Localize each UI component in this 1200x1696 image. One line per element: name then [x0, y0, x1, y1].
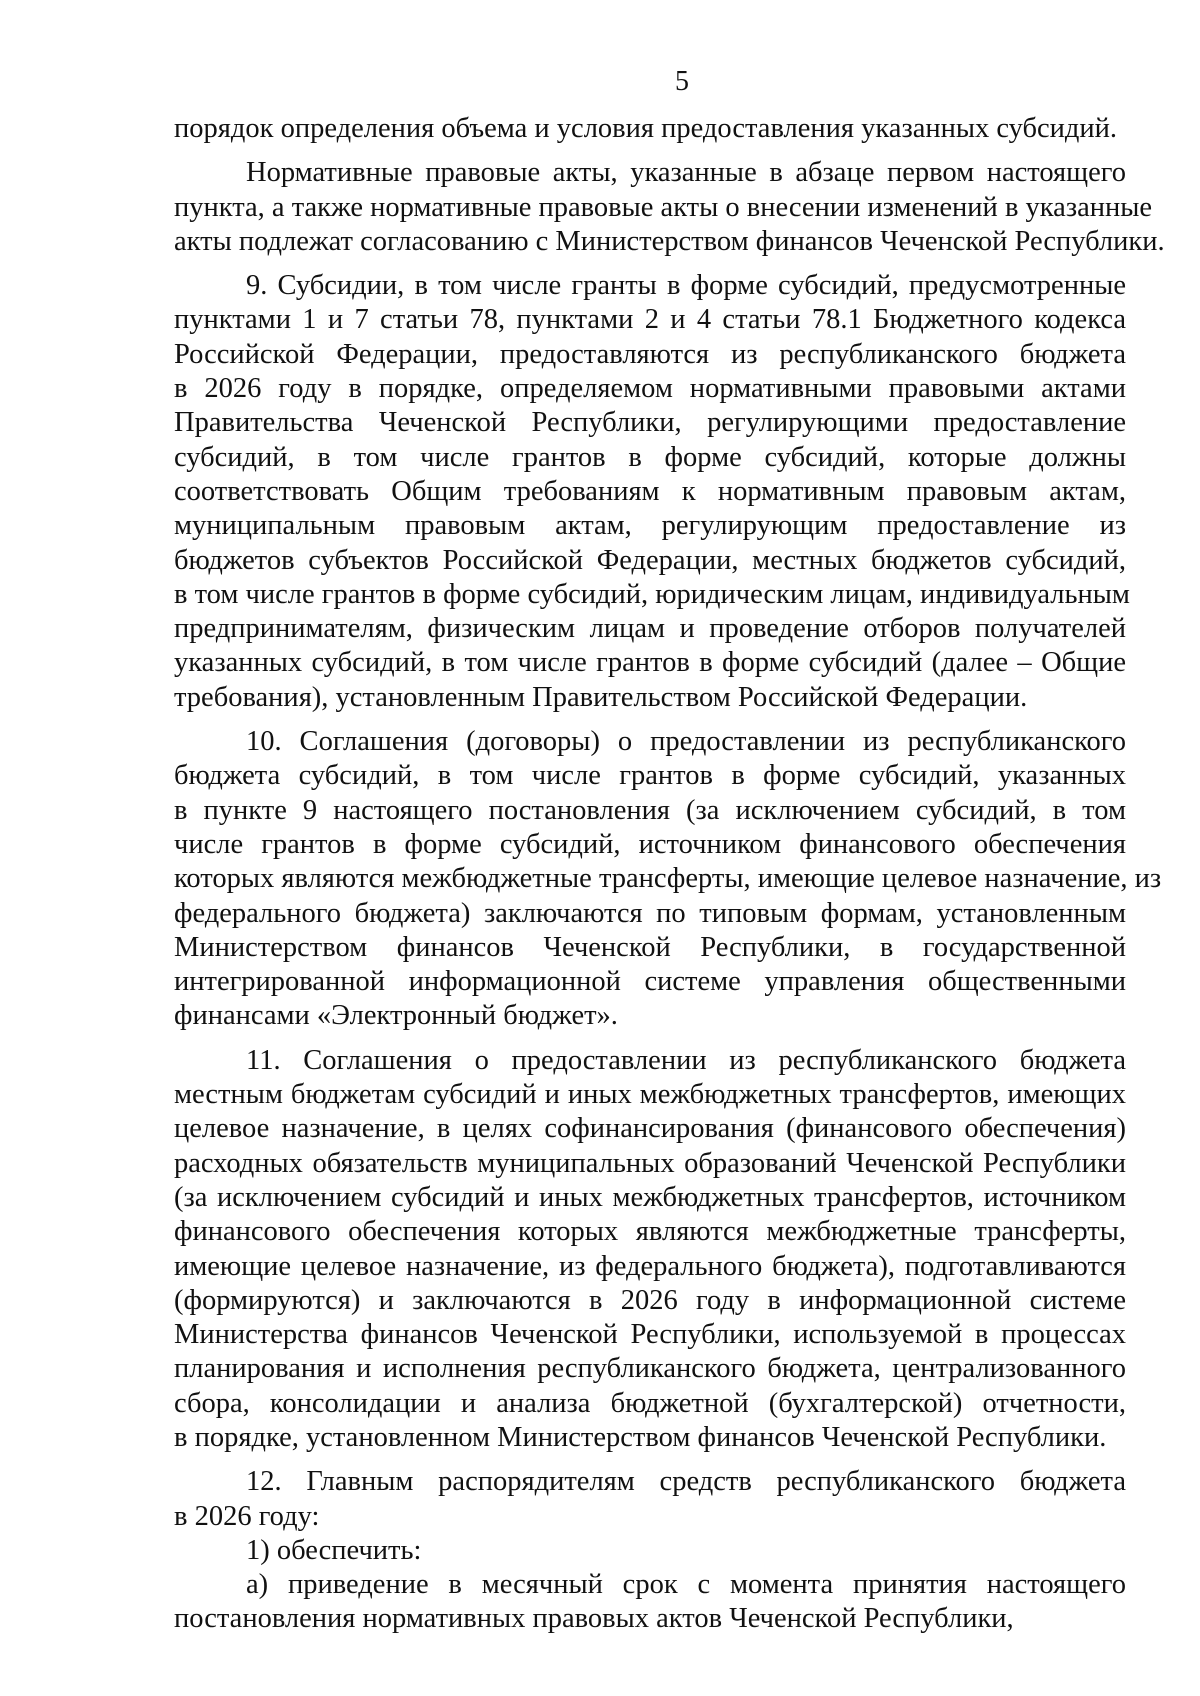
text-line: бюджетов субъектов Российской Федерации, местных бюджетов субсидий, [174, 544, 1126, 576]
text-line: Министерством финансов Чеченской Республики, в государственной [174, 931, 1126, 963]
text-line: финансами «Электронный бюджет». [174, 1000, 618, 1032]
text-line: в пункте 9 настоящего постановления (за исключением субсидий, в том [174, 794, 1126, 826]
text-line: Министерства финансов Чеченской Республики, используемой в процессах [174, 1319, 1126, 1351]
text-line: муниципальным правовым актам, регулирующим предоставление из [174, 510, 1126, 542]
document-body [174, 112, 1165, 1637]
text-line: 12. Главным распорядителям средств республиканского бюджета [246, 1466, 1126, 1498]
text-line: требования), установленным Правительством Российской Федерации. [174, 681, 1028, 713]
text-line: имеющие целевое назначение, из федерального бюджета), подготавливаются [174, 1250, 1126, 1282]
paragraph-gap [174, 1455, 1126, 1465]
paragraph-p0 [174, 112, 1126, 146]
paragraph-p1 [174, 156, 1165, 259]
text-line: а) приведение в месячный срок с момента принятия настоящего [246, 1569, 1126, 1601]
text-line: в порядке, установленном Министерством финансов Чеченской Республики. [174, 1421, 1107, 1453]
text-line: 9. Субсидии, в том числе гранты в форме субсидий, предусмотренные [246, 270, 1126, 302]
paragraph-p11 [174, 1044, 1126, 1456]
paragraph-p10 [174, 725, 1162, 1034]
paragraph-p12_1a [174, 1568, 1126, 1637]
text-line: планирования и исполнения республиканского бюджета, централизованного [174, 1353, 1126, 1385]
text-line: Нормативные правовые акты, указанные в абзаце первом настоящего [246, 157, 1126, 189]
text-line: постановления нормативных правовых актов Чеченской Республики, [174, 1603, 1014, 1635]
text-line: порядок определения объема и условия предоставления указанных субсидий. [174, 113, 1118, 144]
text-line: пункта, а также нормативные правовые акты о внесении изменений в указанные [174, 191, 1153, 223]
text-line: указанных субсидий, в том числе грантов в форме субсидий (далее – Общие [174, 647, 1126, 679]
text-line: Российской Федерации, предоставляются из республиканского бюджета [174, 338, 1126, 370]
text-line: (за исключением субсидий и иных межбюджетных трансфертов, источником [174, 1181, 1126, 1213]
text-line: федерального бюджета) заключаются по типовым формам, установленным [174, 897, 1126, 929]
paragraph-gap [174, 259, 1126, 269]
text-line: пунктами 1 и 7 статьи 78, пунктами 2 и 4 статьи 78.1 Бюджетного кодекса [174, 304, 1126, 336]
page-number: 5 [675, 66, 689, 97]
paragraph-gap [174, 146, 1126, 156]
text-line: числе грантов в форме субсидий, источником финансового обеспечения [174, 828, 1126, 860]
text-line: интегрированной информационной системе управления общественными [174, 966, 1126, 998]
text-line: соответствовать Общим требованиям к нормативным правовым актам, [174, 475, 1126, 507]
text-line: в 2026 году в порядке, определяемом нормативными правовыми актами [174, 373, 1126, 405]
text-line: субсидий, в том числе грантов в форме субсидий, которые должны [174, 441, 1126, 473]
text-line: акты подлежат согласованию с Министерством финансов Чеченской Республики. [174, 225, 1165, 257]
paragraph-p12 [174, 1465, 1126, 1534]
text-line: сбора, консолидации и анализа бюджетной (бухгалтерской) отчетности, [174, 1387, 1126, 1419]
text-line: расходных обязательств муниципальных образований Чеченской Республики [174, 1147, 1126, 1179]
text-line: Правительства Чеченской Республики, регулирующими предоставление [174, 407, 1126, 439]
text-line: 11. Соглашения о предоставлении из республиканского бюджета [246, 1044, 1126, 1076]
text-line: в 2026 году: [174, 1500, 320, 1532]
text-line: предпринимателям, физическим лицам и проведение отборов получателей [174, 613, 1126, 645]
paragraph-p12_1 [174, 1534, 1126, 1568]
text-line: 10. Соглашения (договоры) о предоставлении из республиканского [246, 726, 1126, 758]
text-line: бюджета субсидий, в том числе грантов в форме субсидий, указанных [174, 760, 1126, 792]
text-line: (формируются) и заключаются в 2026 году в информационной системе [174, 1284, 1126, 1316]
text-line: которых являются межбюджетные трансферты, имеющие целевое назначение, из [174, 863, 1162, 895]
paragraph-gap [174, 715, 1126, 725]
text-line: финансового обеспечения которых являются межбюджетные трансферты, [174, 1216, 1126, 1248]
text-line: в том числе грантов в форме субсидий, юридическим лицам, индивидуальным [174, 578, 1130, 610]
text-line: местным бюджетам субсидий и иных межбюджетных трансфертов, имеющих [174, 1079, 1126, 1111]
paragraph-p9 [174, 269, 1130, 715]
paragraph-gap [174, 1034, 1126, 1044]
text-line: 1) обеспечить: [246, 1534, 422, 1566]
text-line: целевое назначение, в целях софинансирования (финансового обеспечения) [174, 1113, 1126, 1145]
